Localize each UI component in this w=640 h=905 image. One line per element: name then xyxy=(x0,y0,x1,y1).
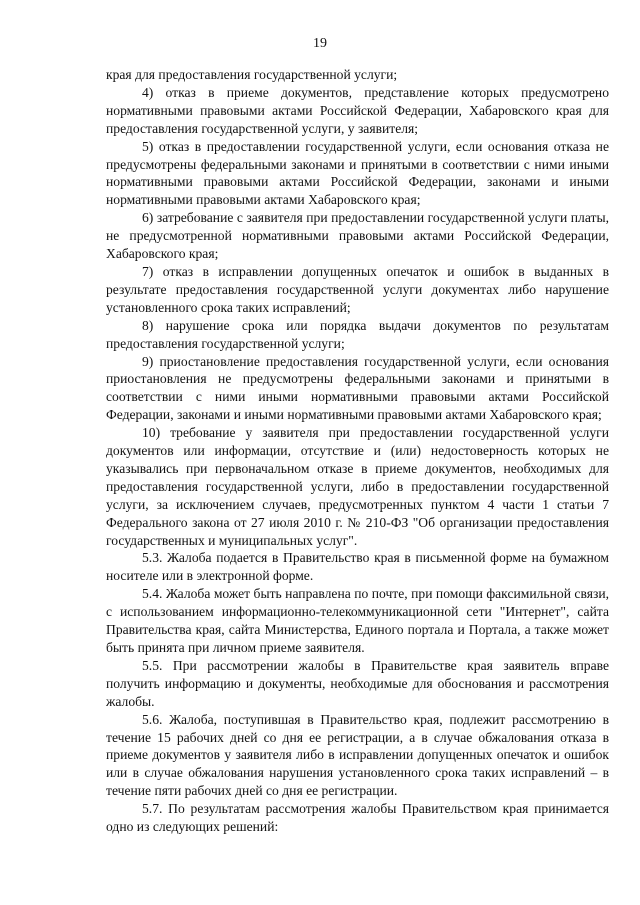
paragraph-item-10: 10) требование у заявителя при предоставлении государственной услуги документов или информации, отсутствие и (или) недостоверность которых не указывались при первоначальном отказе в приеме документов, необходимых для предоставления государственной услуги, либо в предоставлении государственной услуги, за исключением случаев, предусмотренных пунктом 4 части 1 статьи 7 Федерального закона от 27 июля 2010 г. № 210-ФЗ "Об организации предоставления государственных и муниципальных услуг". xyxy=(106,425,609,548)
page-number: 19 xyxy=(313,36,327,51)
paragraph-5-5: 5.5. При рассмотрении жалобы в Правительстве края заявитель вправе получить информацию и документы, необходимые для обоснования и рассмотрения жалобы. xyxy=(106,657,609,709)
body-text xyxy=(106,66,609,836)
paragraph-5-4: 5.4. Жалоба может быть направлена по почте, при помощи факсимильной связи, с использованием информационно-телекоммуникационной сети "Интернет", сайта Правительства края, сайта Министерства, Единого портала и Портала, а также может быть принята при личном приеме заявителя. xyxy=(106,586,609,655)
paragraph-item-6: 6) затребование с заявителя при предоставлении государственной услуги платы, не предусмотренной нормативными правовыми актами Российской Федерации, Хабаровского края; xyxy=(106,210,609,262)
paragraph-item-8: 8) нарушение срока или порядка выдачи документов по результатам предоставления государственной услуги; xyxy=(106,317,609,351)
paragraph-item-4: 4) отказ в приеме документов, представление которых предусмотрено нормативными правовыми актами Российской Федерации, Хабаровского края для предоставления государственной услуги, у заявителя; xyxy=(106,84,609,136)
paragraph-5-3: 5.3. Жалоба подается в Правительство края в письменной форме на бумажном носителе или в электронной форме. xyxy=(106,550,609,584)
paragraph-item-7: 7) отказ в исправлении допущенных опечаток и ошибок в выданных в результате предоставления государственной услуги документах либо нарушение установленного срока таких исправлений; xyxy=(106,263,609,315)
paragraph-item-5: 5) отказ в предоставлении государственной услуги, если основания отказа не предусмотрены федеральными законами и принятыми в соответствии с ними иными нормативными правовыми актами Российской Федерации, законами и иными нормативными правовыми актами Хабаровского края; xyxy=(106,138,609,208)
paragraph-5-7: 5.7. По результатам рассмотрения жалобы Правительством края принимается одно из следующих решений: xyxy=(106,801,609,835)
paragraph-5-6: 5.6. Жалоба, поступившая в Правительство края, подлежит рассмотрению в течение 15 рабочих дней со дня ее регистрации, а в случае обжалования отказа в приеме документов у заявителя либо в исправлении допущенных опечаток и ошибок или в случае обжалования нарушения установленного срока таких исправлений – в течение пяти рабочих дней со дня ее регистрации. xyxy=(106,711,609,799)
paragraph-continuation: края для предоставления государственной услуги; xyxy=(106,67,398,82)
paragraph-item-9: 9) приостановление предоставления государственной услуги, если основания приостановления не предусмотрены федеральными законами и принятыми в соответствии с ними иными нормативными правовыми актами Российской Федерации, законами и иными нормативными правовыми актами Хабаровского края; xyxy=(106,353,609,423)
